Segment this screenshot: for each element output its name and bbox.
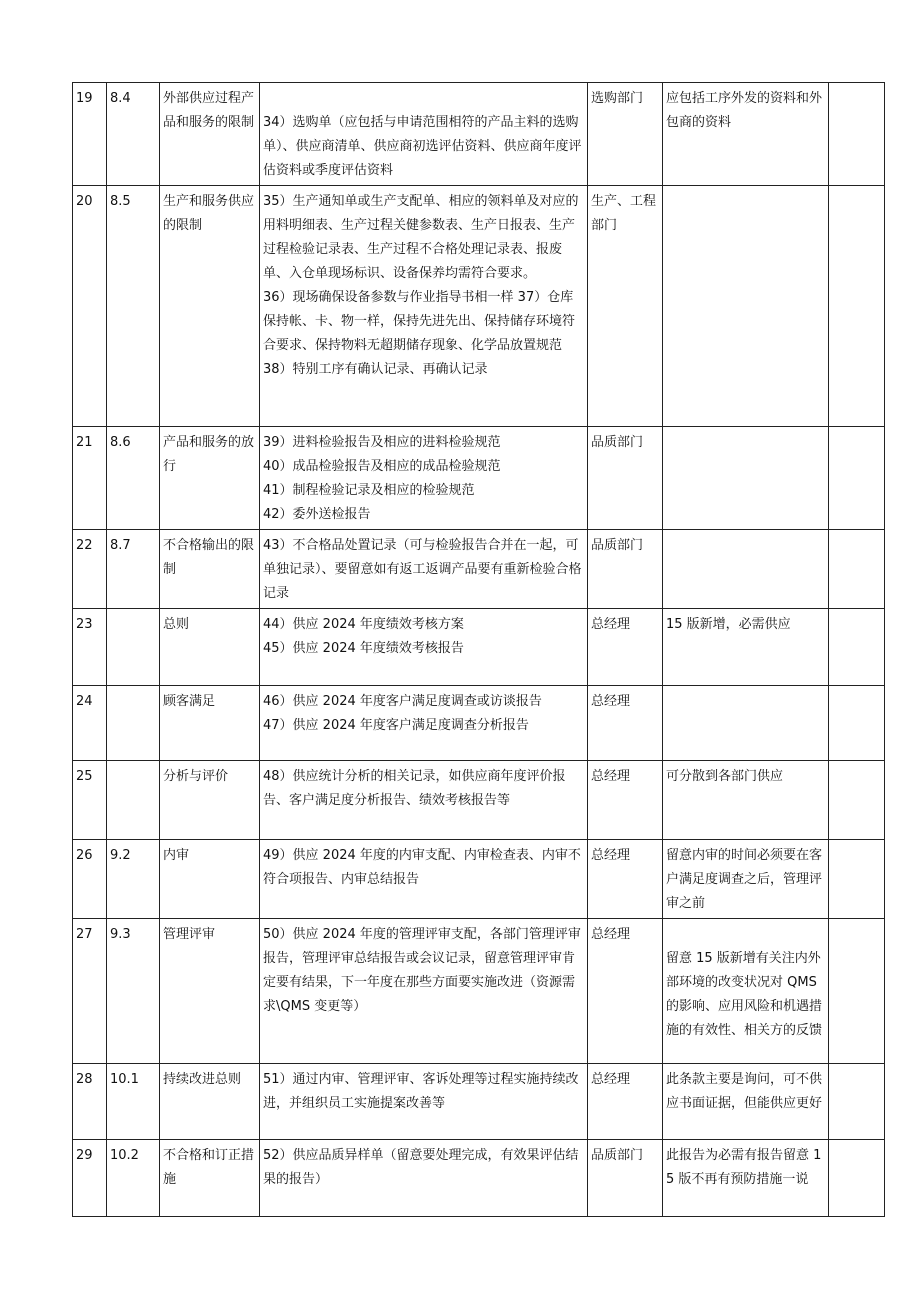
document-entry: 47）供应 2024 年度客户满足度调查分析报告 [263,718,529,733]
document-entry: 43）不合格品处置记录（可与检验报告合并在一起，可单独记录）、要留意如有返工返调产品要有重新检验合格记录 [263,538,582,601]
responsible-dept: 总经理 [588,1064,663,1140]
document-entry: 51）通过内审、管理评审、客诉处理等过程实施持续改进，并组织员工实施提案改善等 [263,1072,579,1111]
document-entry: 42）委外送检报告 [263,507,371,522]
document-list [260,761,588,840]
document-list [260,609,588,686]
remark: 此条款主要是询问，可不供应书面证据，但能供应更好 [663,1064,829,1140]
clause-number: 8.4 [107,83,160,186]
table-row [73,186,885,427]
responsible-dept: 品质部门 [588,1140,663,1217]
blank-cell [829,83,885,186]
responsible-dept: 总经理 [588,609,663,686]
document-entry: 41）制程检验记录及相应的检验规范 [263,483,475,498]
document-entry: 50）供应 2024 年度的管理评审支配，各部门管理评审报告，管理评审总结报告或会议记录，留意管理评审肯定要有结果，下一年度在那些方面要实施改进（资源需求\QMS 变更等） [263,927,581,1014]
blank-cell [829,427,885,530]
responsible-dept: 总经理 [588,761,663,840]
row-number: 23 [73,609,107,686]
document-entry: 39）进料检验报告及相应的进料检验规范 [263,435,501,450]
item-name: 管理评审 [160,919,260,1064]
table-row [73,761,885,840]
table-row [73,1064,885,1140]
item-name: 不合格和订正措施 [160,1140,260,1217]
responsible-dept: 总经理 [588,919,663,1064]
table-row [73,530,885,609]
blank-cell [829,686,885,761]
table-row [73,427,885,530]
clause-number: 9.2 [107,840,160,919]
table-row [73,83,885,186]
document-list [260,530,588,609]
table-row [73,1140,885,1217]
blank-cell [829,761,885,840]
blank-cell [829,186,885,427]
item-name: 产品和服务的放行 [160,427,260,530]
document-list [260,840,588,919]
row-number: 21 [73,427,107,530]
clause-number: 8.7 [107,530,160,609]
document-list [260,686,588,761]
remark [663,919,829,1064]
remark [663,530,829,609]
responsible-dept: 品质部门 [588,427,663,530]
document-entry: 44）供应 2024 年度绩效考核方案 [263,617,464,632]
blank-cell [829,609,885,686]
document-page [72,82,884,1217]
row-number: 24 [73,686,107,761]
document-entry: 49）供应 2024 年度的内审支配、内审检查表、内审不符合项报告、内审总结报告 [263,848,581,887]
blank-cell [829,1064,885,1140]
responsible-dept: 选购部门 [588,83,663,186]
row-number: 25 [73,761,107,840]
item-name: 内审 [160,840,260,919]
clause-number: 8.6 [107,427,160,530]
responsible-dept: 总经理 [588,686,663,761]
document-entry: 35）生产通知单或生产支配单、相应的领料单及对应的用料明细表、生产过程关健参数表、生产日报表、生产过程检验记录表、生产过程不合格处理记录表、报废单、入仓单现场标识、设备保养均需符合要求。 [263,194,579,281]
remark: 15 版新增，必需供应 [663,609,829,686]
remark: 可分散到各部门供应 [663,761,829,840]
document-list [260,427,588,530]
item-name: 持续改进总则 [160,1064,260,1140]
blank-cell [829,840,885,919]
table-row [73,686,885,761]
responsible-dept: 品质部门 [588,530,663,609]
row-number: 19 [73,83,107,186]
clause-number [107,686,160,761]
item-name: 分析与评价 [160,761,260,840]
item-name: 不合格输出的限制 [160,530,260,609]
remark-text: 留意 15 版新增有关注内外部环境的改变状况对 QMS 的影响、应用风险和机遇措施的有效性、相关方的反馈 [666,951,823,1038]
row-number: 20 [73,186,107,427]
table-row [73,609,885,686]
clause-number: 9.3 [107,919,160,1064]
document-entry: 34）选购单（应包括与申请范围相符的产品主料的选购单）、供应商清单、供应商初选评估资料、供应商年度评估资料或季度评估资料 [263,115,582,178]
document-entry: 46）供应 2024 年度客户满足度调查或访谈报告 [263,694,542,709]
row-number: 29 [73,1140,107,1217]
item-name: 外部供应过程产品和服务的限制 [160,83,260,186]
remark [663,186,829,427]
document-entry: 40）成品检验报告及相应的成品检验规范 [263,459,501,474]
remark: 应包括工序外发的资料和外包商的资料 [663,83,829,186]
item-name: 生产和服务供应的限制 [160,186,260,427]
blank-cell [829,919,885,1064]
row-number: 26 [73,840,107,919]
blank-cell [829,1140,885,1217]
document-entry: 52）供应品质异样单（留意要处理完成，有效果评估结果的报告） [263,1148,579,1187]
blank-cell [829,530,885,609]
document-list [260,186,588,427]
document-list [260,1140,588,1217]
remark: 此报告为必需有报告留意 15 版不再有预防措施一说 [663,1140,829,1217]
clause-number [107,761,160,840]
clause-number [107,609,160,686]
clause-number: 8.5 [107,186,160,427]
document-entry: 45）供应 2024 年度绩效考核报告 [263,641,464,656]
document-entry: 38）特别工序有确认记录、再确认记录 [263,362,488,377]
row-number: 22 [73,530,107,609]
clause-number: 10.2 [107,1140,160,1217]
remark: 留意内审的时间必须要在客户满足度调查之后，管理评审之前 [663,840,829,919]
audit-requirements-table [72,82,885,1217]
document-entry: 48）供应统计分析的相关记录，如供应商年度评价报告、客户满足度分析报告、绩效考核报告等 [263,769,566,808]
document-list [260,919,588,1064]
remark [663,427,829,530]
document-list [260,83,588,186]
item-name: 顾客满足 [160,686,260,761]
item-name: 总则 [160,609,260,686]
row-number: 27 [73,919,107,1064]
document-list [260,1064,588,1140]
responsible-dept: 生产、工程部门 [588,186,663,427]
responsible-dept: 总经理 [588,840,663,919]
table-row [73,840,885,919]
row-number: 28 [73,1064,107,1140]
document-entry: 36）现场确保设备参数与作业指导书相一样 37）仓库保持帐、卡、物一样，保持先进先出、保持储存环境符合要求、保持物料无超期储存现象、化学品放置规范 [263,290,576,353]
table-row [73,919,885,1064]
remark [663,686,829,761]
clause-number: 10.1 [107,1064,160,1140]
